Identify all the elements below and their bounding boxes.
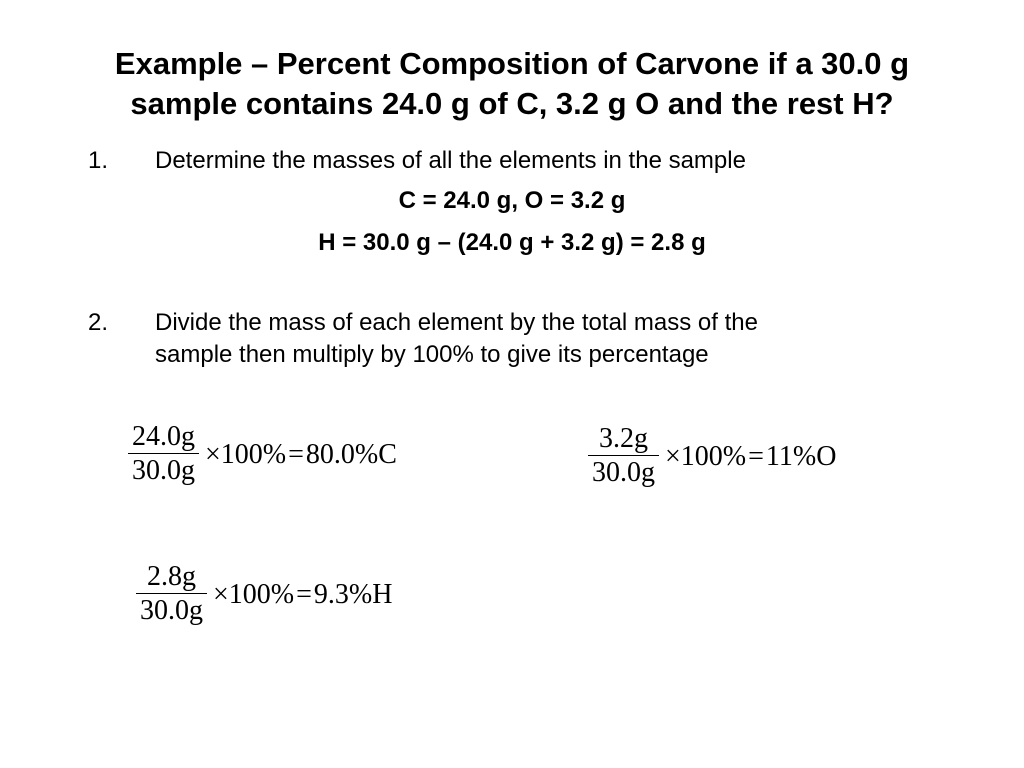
carbon-denominator: 30.0g <box>132 455 195 486</box>
title-line-1: Example – Percent Composition of Carvone if a 30.0 g <box>114 46 910 81</box>
carbon-result: 80.0%C <box>305 438 397 470</box>
carbon-fraction <box>128 421 199 488</box>
slide-title <box>40 44 984 124</box>
carbon-times-sign: × <box>205 438 221 470</box>
carbon-numerator: 24.0g <box>132 421 195 452</box>
oxygen-times-sign: × <box>665 440 681 472</box>
oxygen-denominator: 30.0g <box>592 457 655 488</box>
oxygen-numerator: 3.2g <box>599 423 648 454</box>
oxygen-equals-sign: = <box>748 440 764 472</box>
step-2 <box>88 307 948 371</box>
step-2-text-line-1: Divide the mass of each element by the total mass of the <box>155 309 758 336</box>
hydrogen-fraction <box>136 561 207 628</box>
hydrogen-result: 9.3%H <box>313 578 393 610</box>
title-line-2: sample contains 24.0 g of C, 3.2 g O and the rest H? <box>130 86 894 121</box>
oxygen-fraction <box>588 423 659 490</box>
carbon-factor: 100% <box>220 438 287 470</box>
carbon-equals-sign: = <box>288 438 304 470</box>
masses-equation: C = 24.0 g, O = 3.2 g <box>398 187 626 214</box>
carbon-rhs <box>205 439 397 471</box>
hydrogen-times-sign: × <box>213 578 229 610</box>
hydrogen-equals-sign: = <box>296 578 312 610</box>
step-1-number: 1. <box>88 147 109 174</box>
oxygen-percent-equation <box>588 423 836 490</box>
oxygen-rhs <box>665 441 836 473</box>
hydrogen-factor: 100% <box>228 578 295 610</box>
hydrogen-percent-equation <box>136 561 392 628</box>
step-2-text-line-2: sample then multiply by 100% to give its percentage <box>155 341 709 368</box>
step-2-number: 2. <box>88 309 109 336</box>
carbon-percent-equation <box>128 421 397 488</box>
hydrogen-rhs <box>213 579 392 611</box>
hydrogen-equation: H = 30.0 g – (24.0 g + 3.2 g) = 2.8 g <box>318 229 706 256</box>
step-2-text <box>155 307 915 371</box>
step-1 <box>88 145 948 177</box>
oxygen-result: 11%O <box>765 440 837 472</box>
hydrogen-numerator: 2.8g <box>147 561 196 592</box>
oxygen-factor: 100% <box>680 440 747 472</box>
hydrogen-denominator: 30.0g <box>140 595 203 626</box>
step-1-text: Determine the masses of all the elements in the sample <box>155 147 746 174</box>
